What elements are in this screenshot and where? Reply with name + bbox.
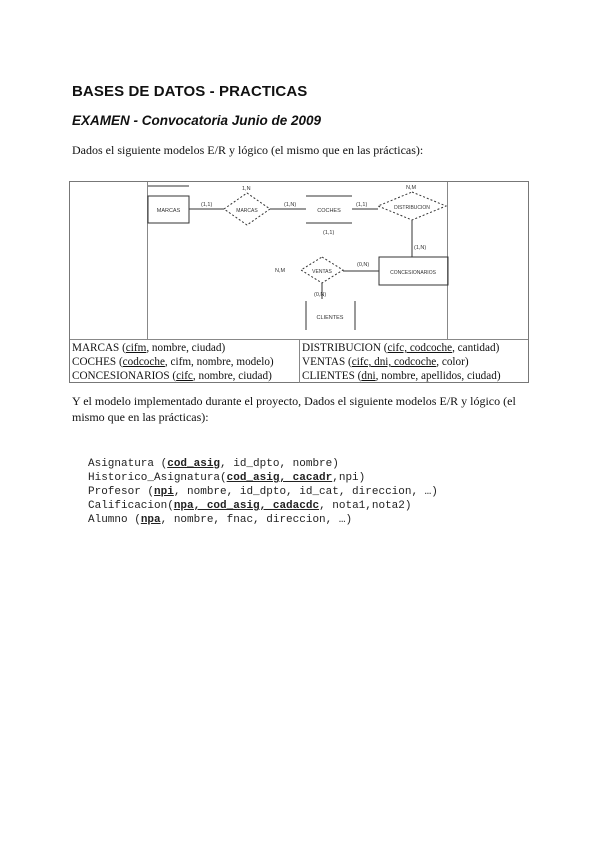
attributes: , nombre, apellidos, ciudad) (375, 370, 501, 382)
code-line (88, 471, 438, 485)
rel-distribucion-label: DISTRIBUCION (394, 205, 430, 211)
card-marcas-left: (1,1) (201, 202, 213, 208)
table-name: VENTAS (302, 356, 346, 368)
card-coches-bottom: (1,1) (323, 230, 335, 236)
primary-key: cifm (125, 342, 147, 354)
entity-marcas-label: MARCAS (156, 208, 181, 214)
code-key: cod_asig (167, 458, 221, 470)
table-name: CONCESIONARIOS (72, 370, 170, 382)
code-text: , nota1,nota2) (319, 500, 412, 512)
table-name: COCHES (72, 356, 117, 368)
logical-model-left (72, 341, 274, 383)
code-key: npi (154, 486, 174, 498)
attributes: , cifm, nombre, modelo) (164, 356, 274, 368)
code-line (88, 513, 438, 527)
code-text: , nombre, fnac, direccion, …) (160, 514, 353, 526)
code-line (88, 485, 438, 499)
primary-key: cifc (176, 370, 193, 382)
primary-key: codcoche (122, 356, 165, 368)
table-row (72, 369, 274, 383)
intro-paragraph: Dados el siguiente modelos E/R y lógico (el mismo que en las prácticas): (72, 143, 424, 157)
attributes: , nombre, ciudad) (146, 342, 226, 354)
card-distribucion-left: (1,1) (356, 202, 368, 208)
card-marcas-right: (1,N) (284, 202, 297, 208)
paren: ( (119, 342, 126, 354)
attributes: , cantidad) (452, 342, 500, 354)
attributes: , color) (436, 356, 469, 368)
primary-key: cifc, dni, codcoche (351, 356, 437, 368)
code-text: Profesor ( (88, 486, 155, 498)
paren: ( (116, 356, 123, 368)
table-row (302, 355, 501, 369)
entity-coches-label: COCHES (317, 208, 341, 214)
table-name: MARCAS (72, 342, 120, 354)
rel-marcas-label: MARCAS (236, 208, 258, 214)
card-ventas-left: N,M (275, 268, 286, 274)
paren: ( (169, 370, 177, 382)
code-key: npa (140, 514, 161, 526)
code-text: Asignatura ( (88, 458, 168, 470)
primary-key: dni (361, 370, 376, 382)
code-text: , nombre, id_dpto, id_cat, direccion, …) (173, 486, 438, 498)
implemented-paragraph: Y el modelo implementado durante el proyecto, Dados el siguiente modelos E/R y lógico (el mismo que en las prácticas): (72, 394, 516, 424)
table-name: DISTRIBUCION (302, 342, 381, 354)
paren: ( (380, 342, 388, 354)
table-row (302, 369, 501, 383)
fig-divider-middle (299, 339, 300, 383)
code-text: ,npi) (332, 472, 366, 484)
card-distribucion-top: N,M (406, 185, 417, 191)
card-concesionarios-top: (1,N) (414, 245, 427, 251)
entity-concesionarios-label: CONCESIONARIOS (390, 270, 436, 276)
code-key: npa, cod_asig, cadacdc (173, 500, 320, 512)
code-text: Calificacion( (88, 500, 174, 512)
exam-subtitle: EXAMEN - Convocatoria Junio de 2009 (72, 113, 322, 128)
code-line (88, 457, 438, 471)
code-text: Alumno ( (88, 514, 141, 526)
card-marcas-top: 1,N (242, 186, 251, 192)
table-name: CLIENTES (302, 370, 355, 382)
table-row (72, 341, 274, 355)
rel-ventas-label: VENTAS (312, 269, 332, 275)
card-clientes-top: (0,N) (314, 292, 327, 298)
logical-model-right (302, 341, 501, 383)
paren: ( (345, 356, 352, 368)
card-ventas-right: (0,N) (357, 262, 370, 268)
er-figure-table (69, 181, 529, 383)
primary-key: cifc, codcoche (387, 342, 453, 354)
table-row (302, 341, 501, 355)
code-key: cod_asig, cacadr (226, 472, 333, 484)
code-block (88, 457, 438, 527)
paren: ( (354, 370, 362, 382)
code-text: , id_dpto, nombre) (220, 458, 339, 470)
entity-clientes-label: CLIENTES (316, 315, 344, 321)
attributes: , nombre, ciudad) (192, 370, 272, 382)
er-diagram (70, 182, 528, 339)
code-line (88, 499, 438, 513)
table-row (72, 355, 274, 369)
page-title: BASES DE DATOS - PRACTICAS (72, 83, 308, 100)
code-text: Historico_Asignatura( (88, 472, 227, 484)
